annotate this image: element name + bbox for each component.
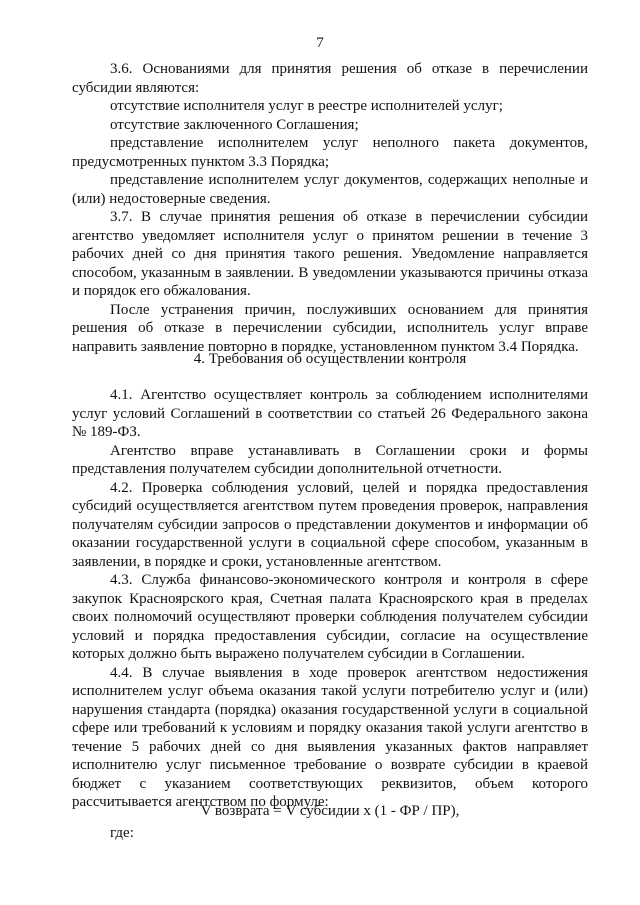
paragraph-4-4: 4.4. В случае выявления в ходе проверок агентством недостижения исполнителем услуг объема оказания такой услуги потребителю услуг и (или) нарушения стандарта (порядка) оказания государственной услуги в социальной сфере или требований к условиям и порядку оказания такой услуги агентство в течение 5 рабочих дней со дня выявления указанных фактов направляет исполнителю услуг письменное требование о возврате субсидии в краевой бюджет с указанием соответствующих реквизитов, объем которого рассчитывается агентством по формуле:	[72, 664, 588, 810]
paragraph-resubmission: После устранения причин, послуживших основанием для принятия решения об отказе в перечислении субсидии, исполнитель услуг вправе направить заявление повторно в порядке, установленном пунктом 3.4 Порядка.	[72, 301, 588, 355]
section-3-block	[72, 60, 588, 356]
refund-formula: V возврата = V субсидии x (1 - ФР / ПР),	[200, 803, 460, 819]
paragraph-3-6: 3.6. Основаниями для принятия решения об отказе в перечислении субсидии являются:	[72, 61, 588, 96]
list-item-unreliable-info: представление исполнителем услуг документов, содержащих неполные и (или) недостоверные сведения.	[72, 172, 588, 207]
paragraph-3-7: 3.7. В случае принятия решения об отказе в перечислении субсидии агентство уведомляет исполнителя услуг о принятом решении в течение 3 рабочих дней со дня принятия такого решения. Уведомление направляется способом, указанным в заявлении. В уведомлении указываются причины отказа и порядок его обжалования.	[72, 209, 588, 299]
list-item-agreement: отсутствие заключенного Соглашения;	[110, 116, 359, 133]
page-number: 7	[316, 35, 324, 51]
list-item-registry: отсутствие исполнителя услуг в реестре исполнителей услуг;	[110, 98, 503, 114]
paragraph-4-2: 4.2. Проверка соблюдения условий, целей и порядка предоставления субсидий осуществляется агентством путем проведения проверок, направления получателям субсидии запросов о представлении документов и информации об оказании государственной услуги в социальной сфере способом, указанным в заявлении, в порядке и сроки, установленные агентством.	[72, 479, 588, 570]
section-4-heading: 4. Требования об осуществлении контроля	[193, 351, 467, 367]
paragraph-reporting: Агентство вправе устанавливать в Соглашении сроки и формы представления получателем субсидии дополнительной отчетности.	[72, 442, 588, 477]
paragraph-4-1: 4.1. Агентство осуществляет контроль за соблюдением исполнителями услуг условий Соглашений в соответствии со статьей 26 Федерального закона № 189-ФЗ.	[72, 387, 588, 440]
paragraph-4-3: 4.3. Служба финансово-экономического контроля и контроля в сфере закупок Красноярского края, Счетная палата Красноярского края в пределах своих полномочий осуществляют проверки соблюдения получателем субсидии условий и порядка предоставления субсидии, согласие на осуществление которых должно быть выражено получателем субсидии в Соглашении.	[72, 572, 588, 662]
section-4-block	[72, 386, 588, 812]
formula-where-label: где:	[110, 825, 134, 841]
list-item-incomplete-package: представление исполнителем услуг неполного пакета документов, предусмотренных пунктом 3.3 Порядка;	[72, 135, 588, 170]
